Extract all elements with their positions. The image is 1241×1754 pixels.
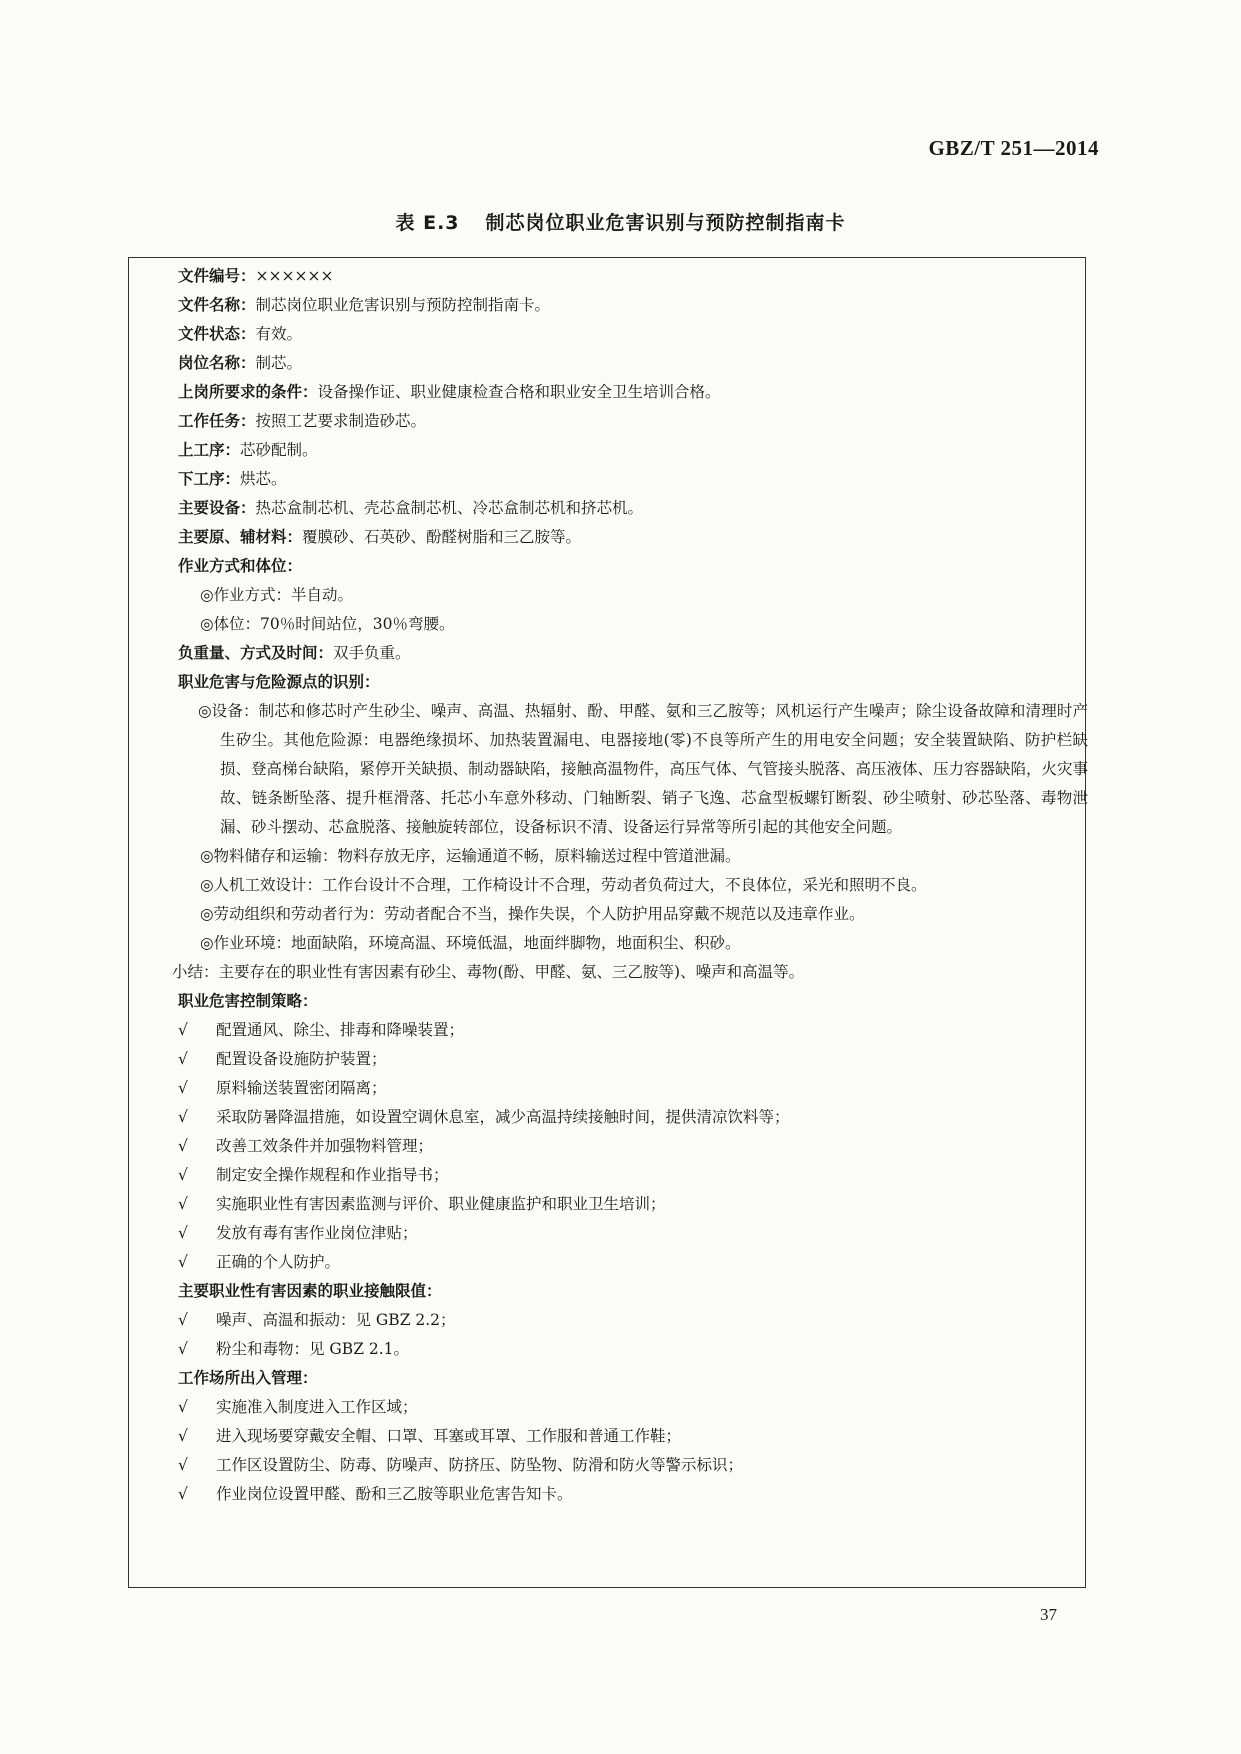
access-item-text: 作业岗位设置甲醛、酚和三乙胺等职业危害告知卡。 [216,1485,573,1503]
field-previous-process [178,436,1088,465]
field-task [178,407,1088,436]
field-value: 有效。 [255,325,303,343]
field-label: 文件编号： [178,267,256,285]
field-label: 文件名称： [178,296,256,314]
page-number: 37 [1040,1605,1057,1624]
control-item-text: 改善工效条件并加强物料管理； [216,1137,434,1155]
check-icon: √ [178,1166,188,1184]
check-icon: √ [178,1311,188,1329]
control-item-text: 配置通风、除尘、排毒和降噪装置； [216,1021,465,1039]
hazards-equipment-paragraph: ◎设备：制芯和修芯时产生砂尘、噪声、高温、热辐射、酚、甲醛、氨和三乙胺等；风机运行产生噪声；除尘设备故障和清理时产生矽尘。其他危险源：电器绝缘损坏、加热装置漏电、电器接地(零)不良等所产生的用电安全问题；安全装置缺陷、防护栏缺损、登高梯台缺陷，紧停开关缺损、制动器缺陷，接触高温物件，高压气体、气管接头脱落、高压液体、压力容器缺陷，火灾事故、链条断坠落、提升框滑落、托芯小车意外移动、门轴断裂、销子飞逸、芯盒型板螺钉断裂、砂尘喷射、砂芯坠落、毒物泄漏、砂斗摆动、芯盒脱落、接触旋转部位，设备标识不清、设备运行异常等所引起的其他安全问题。 [198,702,1089,836]
access-item-text: 进入现场要穿戴安全帽、口罩、耳塞或耳罩、工作服和普通工作鞋； [216,1427,682,1445]
limits-item [178,1335,1088,1364]
hazards-summary: 小结：主要存在的职业性有害因素有砂尘、毒物(酚、甲醛、氨、三乙胺等)、噪声和高温等。 [172,963,805,981]
check-icon: √ [178,1427,188,1445]
control-item [178,1190,1088,1219]
access-item [178,1393,1088,1422]
hazards-item: ◎劳动组织和劳动者行为：劳动者配合不当，操作失误，个人防护用品穿戴不规范以及违章作业。 [200,905,865,923]
check-icon: √ [178,1137,188,1155]
field-value: 芯砂配制。 [240,441,318,459]
field-value: 制芯。 [255,354,303,372]
limits-item [178,1306,1088,1335]
field-requirements [178,378,1088,407]
field-label: 岗位名称： [178,354,256,372]
field-label: 工作任务： [178,412,256,430]
control-item-text: 实施职业性有害因素监测与评价、职业健康监护和职业卫生培训； [216,1195,666,1213]
access-item [178,1451,1088,1480]
control-heading: 职业危害控制策略： [178,992,318,1010]
control-item-text: 发放有毒有害作业岗位津贴； [216,1224,418,1242]
field-post-name [178,349,1088,378]
check-icon: √ [178,1456,188,1474]
control-item [178,1074,1088,1103]
load-field [178,639,1088,668]
field-label: 下工序： [178,470,241,488]
work-mode-heading: 作业方式和体位： [178,557,303,575]
access-item [178,1480,1088,1509]
check-icon: √ [178,1108,188,1126]
control-item-text: 原料输送装置密闭隔离； [216,1079,387,1097]
access-item [178,1422,1088,1451]
control-item-text: 采取防暑降温措施，如设置空调休息室，减少高温持续接触时间，提供清凉饮料等； [216,1108,790,1126]
hazards-item: ◎物料储存和运输：物料存放无序，运输通道不畅，原料输送过程中管道泄漏。 [200,847,741,865]
field-label: 主要原、辅材料： [178,528,303,546]
field-materials [178,523,1088,552]
access-heading: 工作场所出入管理： [178,1369,318,1387]
field-next-process [178,465,1088,494]
field-label: 负重量、方式及时间： [178,644,334,662]
field-label: 主要设备： [178,499,256,517]
work-mode-item: ◎体位：70％时间站位，30％弯腰。 [200,615,455,633]
table-title-text: 制芯岗位职业危害识别与预防控制指南卡 [485,212,846,234]
field-value: 烘芯。 [240,470,287,488]
work-mode-item: ◎作业方式：半自动。 [200,586,354,604]
control-item [178,1045,1088,1074]
guide-card-content [172,262,1089,1509]
table-number: 表 E.3 [395,212,460,234]
check-icon: √ [178,1195,188,1213]
access-item-text: 工作区设置防尘、防毒、防噪声、防挤压、防坠物、防滑和防火等警示标识； [216,1456,744,1474]
field-label: 上工序： [178,441,241,459]
field-value: 双手负重。 [333,644,411,662]
hazards-item: ◎人机工效设计：工作台设计不合理，工作椅设计不合理，劳动者负荷过大，不良体位，采光和照明不良。 [200,876,927,894]
check-icon: √ [178,1050,188,1068]
field-value: 制芯岗位职业危害识别与预防控制指南卡。 [255,296,551,314]
limits-heading: 主要职业性有害因素的职业接触限值： [178,1282,442,1300]
access-item-text: 实施准入制度进入工作区域； [216,1398,418,1416]
control-item-text: 配置设备设施防护装置； [216,1050,387,1068]
table-title [0,208,1241,235]
control-item [178,1132,1088,1161]
control-item [178,1219,1088,1248]
field-value: 按照工艺要求制造砂芯。 [255,412,427,430]
field-label: 文件状态： [178,325,256,343]
field-file-number [178,262,1088,291]
field-main-equipment [178,494,1088,523]
field-file-status [178,320,1088,349]
field-value: 设备操作证、职业健康检查合格和职业安全卫生培训合格。 [317,383,721,401]
control-item [178,1103,1088,1132]
check-icon: √ [178,1079,188,1097]
control-item [178,1016,1088,1045]
check-icon: √ [178,1253,188,1271]
field-file-name [178,291,1088,320]
check-icon: √ [178,1398,188,1416]
limits-item-text: 噪声、高温和振动：见 GBZ 2.2； [216,1311,456,1329]
limits-item-text: 粉尘和毒物：见 GBZ 2.1。 [216,1340,410,1358]
standard-code: GBZ/T 251—2014 [928,136,1099,160]
control-item [178,1161,1088,1190]
check-icon: √ [178,1021,188,1039]
check-icon: √ [178,1340,188,1358]
field-value: 热芯盒制芯机、壳芯盒制芯机、冷芯盒制芯机和挤芯机。 [255,499,644,517]
field-value: 覆膜砂、石英砂、酚醛树脂和三乙胺等。 [302,528,582,546]
control-item-text: 制定安全操作规程和作业指导书； [216,1166,449,1184]
control-item-text: 正确的个人防护。 [216,1253,341,1271]
hazards-item: ◎作业环境：地面缺陷，环境高温、环境低温，地面绊脚物，地面积尘、积砂。 [200,934,741,952]
field-value: ×××××× [255,267,334,285]
hazards-heading: 职业危害与危险源点的识别： [178,673,380,691]
control-item [178,1248,1088,1277]
field-label: 上岗所要求的条件： [178,383,318,401]
check-icon: √ [178,1485,188,1503]
check-icon: √ [178,1224,188,1242]
